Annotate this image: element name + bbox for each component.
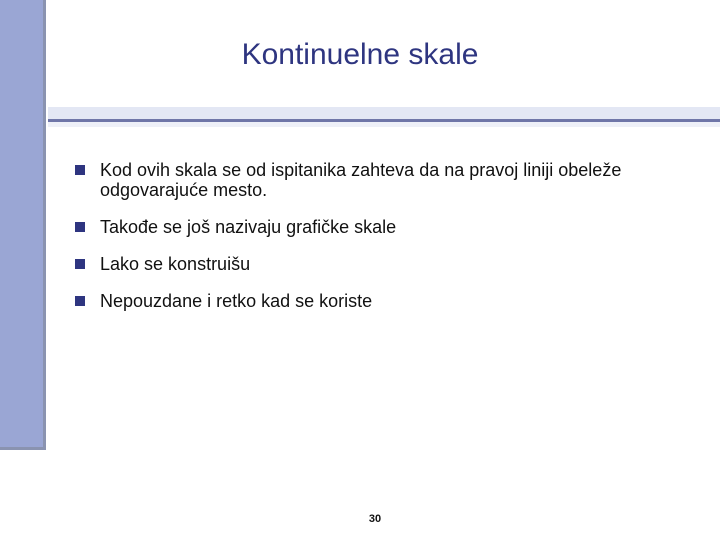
left-accent-bar <box>0 0 46 450</box>
bullet-text: Nepouzdane i retko kad se koriste <box>100 291 373 311</box>
bullet-list <box>72 160 692 328</box>
title-divider-shadow <box>48 122 720 127</box>
bullet-text: Lako se konstruišu <box>100 254 251 274</box>
bullet-item <box>72 291 692 311</box>
bullet-item <box>72 254 692 274</box>
bullet-text: Takođe se još nazivaju grafičke skale <box>100 217 397 237</box>
bullet-text: Kod ovih skala se od ispitanika zahteva da na pravoj liniji obeleže odgovarajuće mesto. <box>100 160 622 200</box>
square-bullet-icon <box>75 222 85 232</box>
square-bullet-icon <box>75 259 85 269</box>
bullet-item <box>72 160 692 200</box>
page-number: 30 <box>368 513 382 525</box>
slide-title: Kontinuelne skale <box>241 38 479 71</box>
bullet-item <box>72 217 692 237</box>
title-divider-light <box>48 107 720 119</box>
square-bullet-icon <box>75 165 85 175</box>
square-bullet-icon <box>75 296 85 306</box>
